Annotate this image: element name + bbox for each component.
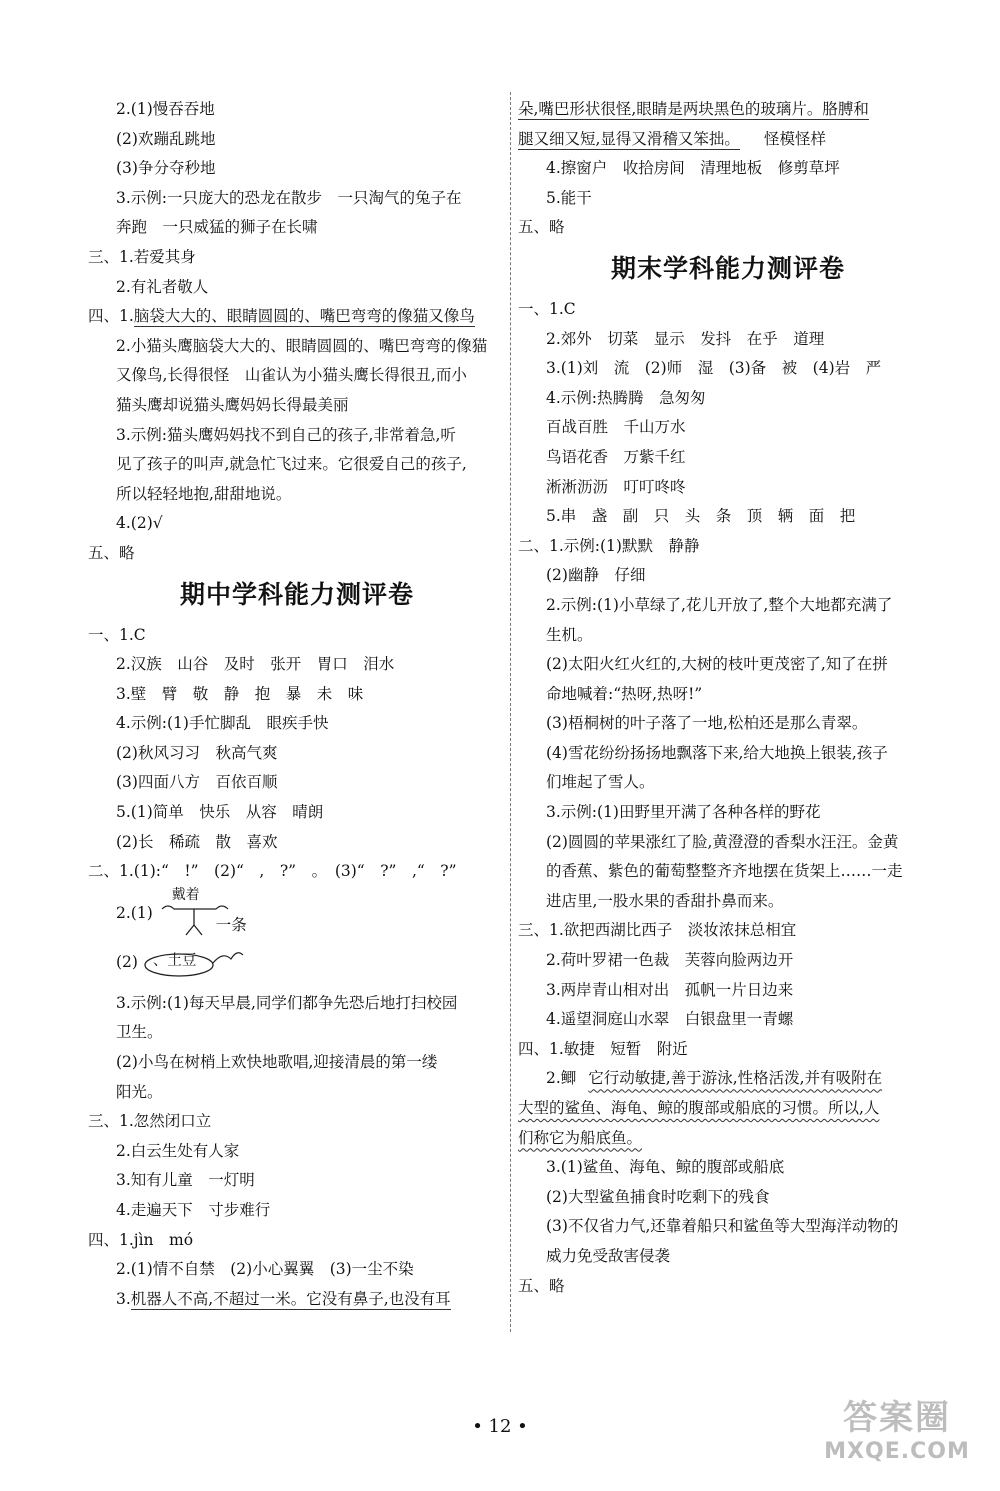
q-number: 2.(1) xyxy=(116,903,153,922)
answer-line: 淅淅沥沥 叮叮咚咚 xyxy=(546,477,686,496)
answer-line: 2.小猫头鹰脑袋大大的、眼睛圆圆的、嘴巴弯弯的像猫 xyxy=(116,336,488,355)
answer-line: (2)圆圆的苹果涨红了脸,黄澄澄的香梨水汪汪。金黄 xyxy=(546,832,899,851)
answer-line: 所以轻轻地抱,甜甜地说。 xyxy=(116,484,292,503)
answer-line: 5.串 盏 副 只 头 条 顶 辆 面 把 xyxy=(546,507,856,526)
answer-line: 3.(1)刘 流 (2)师 湿 (3)备 被 (4)岩 严 xyxy=(546,359,882,378)
underlined-answer: 机器人不高,不超过一米。它没有鼻子,也没有耳 xyxy=(130,1289,451,1308)
answer-line: 一、1.C xyxy=(88,625,146,644)
answer-line: (2)小鸟在树梢上欢快地歌唱,迎接清晨的第一缕 xyxy=(116,1053,438,1072)
q-number: 2.鲫 xyxy=(546,1069,577,1088)
q-number: (2) xyxy=(116,952,138,971)
column-divider xyxy=(510,92,511,1332)
answer-line: (2)大型鲨鱼捕食时吃剩下的残食 xyxy=(546,1187,770,1206)
answer-line: 2.白云生处有人家 xyxy=(116,1141,240,1160)
answer-line: 4.走遍天下 寸步难行 xyxy=(116,1201,271,1219)
final-heading: 期末学科能力测评卷 xyxy=(610,253,845,283)
answer-line: 3.示例:(1)田野里开满了各种各样的野花 xyxy=(546,803,821,822)
oval-sketch xyxy=(143,945,263,981)
answer-line: (3)不仅省力气,还靠着船只和鲨鱼等大型海洋动物的 xyxy=(546,1217,899,1236)
answer-line: 卫生。 xyxy=(116,1023,163,1042)
midterm-answers xyxy=(88,621,506,887)
answer-line: 3.示例:一只庞大的恐龙在散步 一只淘气的兔子在 xyxy=(116,188,462,207)
answer-line: 三、1.欲把西湖比西子 淡妆浓抹总相宜 xyxy=(518,921,797,940)
wavy-answer: 们称它为船底鱼。 xyxy=(518,1128,643,1147)
answer-line: 命地喊着:“热呀,热呀!” xyxy=(546,684,703,703)
underlined-answer: 朵,嘴巴形状很怪,眼睛是两块黑色的玻璃片。胳膊和 xyxy=(518,100,869,118)
answer-line: 鸟语花香 万紫千红 xyxy=(546,447,686,466)
underlined-answer: 脑袋大大的、眼睛圆圆的、嘴巴弯弯的像猫又像鸟 xyxy=(133,307,475,326)
answer-line: (2)太阳火红火红的,大树的枝叶更茂密了,知了在拼 xyxy=(546,655,888,674)
left-top-answers xyxy=(88,95,506,302)
answer-line: 2.汉族 山谷 及时 张开 胃口 泪水 xyxy=(116,655,395,674)
wavy-answer: 它行动敏捷,善于游泳,性格活泼,并有吸附在 xyxy=(588,1069,883,1088)
answer-line: 生机。 xyxy=(546,625,593,644)
answer-line: 五、略 xyxy=(88,543,135,562)
answer-line: 四、1.敏捷 短暂 附近 xyxy=(518,1039,688,1058)
robot-answer xyxy=(88,1285,506,1315)
answer-tail: 怪模怪样 xyxy=(763,129,826,148)
answer-line: 见了孩子的叫声,就急忙飞过来。它很爱自己的孩子, xyxy=(116,455,467,474)
left-column xyxy=(88,95,506,1314)
q-number: 3. xyxy=(116,1289,131,1308)
answer-line: 三、1.若爱其身 xyxy=(88,247,196,266)
right-top-answers xyxy=(518,154,938,243)
answer-line: (2)欢蹦乱跳地 xyxy=(116,129,216,148)
fish-answer-1 xyxy=(518,1064,938,1094)
answer-line: 们堆起了雪人。 xyxy=(546,773,655,792)
answer-line: 又像鸟,长得很怪 山雀认为小猫头鹰长得很丑,而小 xyxy=(116,366,467,385)
sketch-answer-1 xyxy=(88,887,506,945)
watermark-top: 答案圈 xyxy=(843,1398,951,1438)
final-answers-tail xyxy=(518,1153,938,1301)
answer-line: 百战百胜 千山万水 xyxy=(546,418,686,437)
answer-line: 3.示例:(1)每天早晨,同学们都争先恐后地打扫校园 xyxy=(116,993,458,1012)
underlined-answer: 腿又细又短,显得又滑稽又笨拙。 xyxy=(518,129,740,148)
answer-line: (4)雪花纷纷扬扬地飘落下来,给大地换上银装,孩子 xyxy=(546,743,888,762)
answer-line: (2)秋风习习 秋高气爽 xyxy=(116,743,278,762)
final-answers xyxy=(518,295,938,1064)
robot-answer-cont-2 xyxy=(518,125,938,155)
answer-line: 4.示例:(1)手忙脚乱 眼疾手快 xyxy=(116,714,329,733)
answer-line: 2.荷叶罗裙一色裁 芙蓉向脸两边开 xyxy=(546,951,794,970)
sketch-answer-2 xyxy=(88,945,506,989)
answer-line: 5.能干 xyxy=(546,188,592,207)
answer-line: 4.(2)√ xyxy=(116,514,163,533)
answer-line: 4.擦窗户 收拾房间 清理地板 修剪草坪 xyxy=(546,159,840,178)
left-mid-answers xyxy=(88,332,506,569)
midterm-answers-2 xyxy=(88,989,506,1285)
answer-line: (2)幽静 仔细 xyxy=(546,566,646,585)
watermark-logo xyxy=(812,1397,982,1477)
answer-line: 二、1.示例:(1)默默 静静 xyxy=(518,536,700,555)
fish-answer-3 xyxy=(518,1124,938,1154)
answer-line: 四、1.jìn mó xyxy=(88,1230,194,1249)
answer-line: 3.示例:猫头鹰妈妈找不到自己的孩子,非常着急,听 xyxy=(116,425,456,444)
page-number: • 12 • xyxy=(472,1416,528,1437)
answer-line: 2.有礼者敬人 xyxy=(116,277,209,296)
answer-line: 3.两岸青山相对出 孤帆一片日边来 xyxy=(546,980,794,999)
answer-line: 威力免受敌害侵袭 xyxy=(546,1246,671,1265)
answer-line: 4.遥望洞庭山水翠 白银盘里一青螺 xyxy=(546,1010,794,1029)
section4-q1 xyxy=(88,302,506,332)
answer-line: (3)争分夺秒地 xyxy=(116,159,216,178)
answer-line: 五、略 xyxy=(518,1276,565,1295)
sketch-word: 、土豆 xyxy=(152,952,197,969)
answer-line: 进店里,一股水果的香甜扑鼻而来。 xyxy=(546,891,784,910)
sketch-suffix: 一条 xyxy=(215,915,247,934)
watermark-bottom: MXQE.COM xyxy=(824,1439,970,1464)
answer-line: 奔跑 一只威猛的狮子在长啸 xyxy=(116,218,318,237)
q-number: 四、1. xyxy=(88,307,134,326)
answer-line: 3.(1)鲨鱼、海龟、鲸的腹部或船底 xyxy=(546,1158,785,1177)
answer-line: 2.示例:(1)小草绿了,花儿开放了,整个大地都充满了 xyxy=(546,595,893,614)
midterm-heading: 期中学科能力测评卷 xyxy=(179,579,414,609)
sketch-word: 戴着 xyxy=(171,886,200,903)
answer-line: 2.郊外 切菜 显示 发抖 在乎 道理 xyxy=(546,329,825,348)
answer-line: (3)四面八方 百依百顺 xyxy=(116,773,278,792)
answer-line: (3)梧桐树的叶子落了一地,松柏还是那么青翠。 xyxy=(546,714,868,733)
answer-line: 二、1.(1):“ !” (2)“ , ?” 。 (3)“ ?” ,“ ?” xyxy=(88,862,457,881)
answer-line: 5.(1)简单 快乐 从容 晴朗 xyxy=(116,803,324,822)
answer-line: (2)长 稀疏 散 喜欢 xyxy=(116,832,278,851)
branch-sketch xyxy=(158,887,298,941)
right-column xyxy=(518,95,938,1301)
answer-line: 五、略 xyxy=(518,218,565,237)
robot-answer-cont-1 xyxy=(518,95,938,125)
answer-line: 三、1.忽然闭口立 xyxy=(88,1112,212,1131)
answer-line: 3.壁 臂 敬 静 抱 暴 未 味 xyxy=(116,684,364,703)
answer-line: 4.示例:热腾腾 急匆匆 xyxy=(546,388,706,407)
answer-line: 的香蕉、紫色的葡萄整整齐齐地摆在货架上……一走 xyxy=(546,862,903,881)
wavy-answer: 大型的鲨鱼、海龟、鲸的腹部或船底的习惯。所以,人 xyxy=(518,1099,880,1117)
answer-line: 阳光。 xyxy=(116,1082,163,1101)
answer-line: 2.(1)情不自禁 (2)小心翼翼 (3)一尘不染 xyxy=(116,1260,414,1279)
fish-answer-2 xyxy=(518,1094,938,1124)
answer-line: 一、1.C xyxy=(518,299,576,318)
answer-line: 3.知有儿童 一灯明 xyxy=(116,1171,255,1190)
answer-line: 2.(1)慢吞吞地 xyxy=(116,100,215,118)
answer-line: 猫头鹰却说猫头鹰妈妈长得最美丽 xyxy=(116,395,349,414)
